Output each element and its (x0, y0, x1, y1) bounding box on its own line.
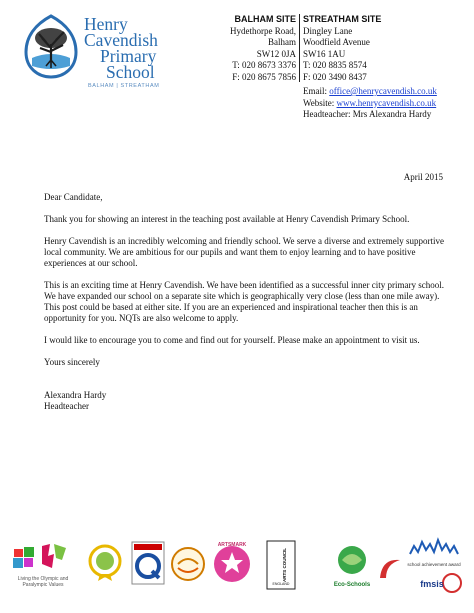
balham-phone: T: 020 8673 3376 (232, 60, 296, 70)
paragraph: This is an exciting time at Henry Cavendish. We have been identified as a successful inner city primary school. We have expanded our school on a separate site which is geographically very close (less than one mile away). This post could be based at either site. If you are an experienced and inspirational teacher then this is an opportunity for you. NQTs are also welcome to apply. (44, 280, 444, 323)
streatham-address (303, 14, 463, 83)
arts-council-sub: ENGLAND (272, 582, 290, 586)
paragraph: Thank you for showing an interest in the teaching post available at Henry Cavendish Primary School. (44, 214, 410, 224)
healthy-school-icon (88, 544, 122, 582)
email-label: Email: (303, 86, 327, 96)
logo-line-2: Cavendish (84, 30, 158, 50)
letter-date: April 2015 (403, 172, 443, 182)
logo-line-1: Henry (84, 14, 128, 34)
website-row (303, 98, 437, 110)
streatham-line: Woodfield Avenue (303, 37, 370, 47)
artsmark-icon (210, 540, 254, 586)
closing: Yours sincerely (44, 357, 100, 367)
arts-council-label: ARTS COUNCIL (282, 548, 287, 582)
website-link[interactable]: www.henrycavendish.co.uk (336, 97, 437, 108)
streatham-line: SW16 1AU (303, 48, 346, 59)
school-logo (22, 14, 212, 89)
fmsis-icon (414, 572, 462, 594)
headteacher-line: Headteacher: Mrs Alexandra Hardy (303, 109, 432, 119)
olympic-values-icon (12, 546, 36, 570)
email-row (303, 86, 437, 98)
address-divider (299, 14, 300, 82)
website-label: Website: (303, 97, 335, 108)
eco-schools-label: Eco-Schools (333, 582, 371, 588)
accreditation-badges (10, 536, 466, 606)
signature-name: Alexandra Hardy (44, 390, 107, 400)
streatham-phone: T: 020 8835 8574 (303, 60, 367, 70)
paragraph: Henry Cavendish is an incredibly welcoming and friendly school. We serve a diverse and extremely supportive local community. We are ambitious for our pupils and want them to enjoy learning and to have positive experiences at our school. (44, 236, 444, 268)
balham-line: Balham (268, 37, 296, 47)
olympic-logo-icon (38, 542, 68, 570)
letter-cooking-icon (170, 546, 206, 582)
email-link[interactable]: office@henrycavendish.co.uk (329, 86, 437, 96)
signature-block (44, 390, 446, 412)
achievement-award-label: school achievement award (407, 562, 461, 567)
fmsis-label: fmsis (420, 579, 444, 589)
letter-body (44, 192, 446, 412)
swoosh-icon (376, 554, 404, 584)
streatham-fax: F: 020 3490 8437 (303, 71, 367, 82)
signature-title: Headteacher (44, 401, 89, 411)
quality-mark-icon (130, 540, 166, 586)
logo-wordmark (84, 16, 159, 89)
contact-block (303, 86, 437, 121)
balham-fax: F: 020 8675 7856 (232, 71, 296, 82)
paragraph: I would like to encourage you to come and find out for yourself. Please make an appointment to visit us. (44, 335, 420, 345)
balham-line: Hydethorpe Road, (230, 25, 296, 36)
artsmark-label: ARTSMARK (217, 542, 247, 548)
olympic-caption: Living the Olympic and Paralympic Values (17, 576, 69, 588)
arts-council-icon (266, 540, 296, 590)
logo-subtitle: BALHAM | STREATHAM (88, 83, 160, 89)
balham-address (220, 14, 296, 83)
streatham-line: Dingley Lane (303, 25, 353, 36)
tree-logo-icon (22, 14, 80, 80)
achievement-award-icon (404, 536, 464, 570)
balham-heading: BALHAM SITE (234, 14, 296, 24)
logo-line-3: Primary (100, 46, 157, 66)
salutation: Dear Candidate, (44, 192, 103, 202)
logo-line-4: School (106, 62, 155, 82)
eco-schools-icon (330, 542, 374, 590)
streatham-heading: STREATHAM SITE (303, 14, 382, 24)
balham-line: SW12 0JA (256, 48, 296, 59)
